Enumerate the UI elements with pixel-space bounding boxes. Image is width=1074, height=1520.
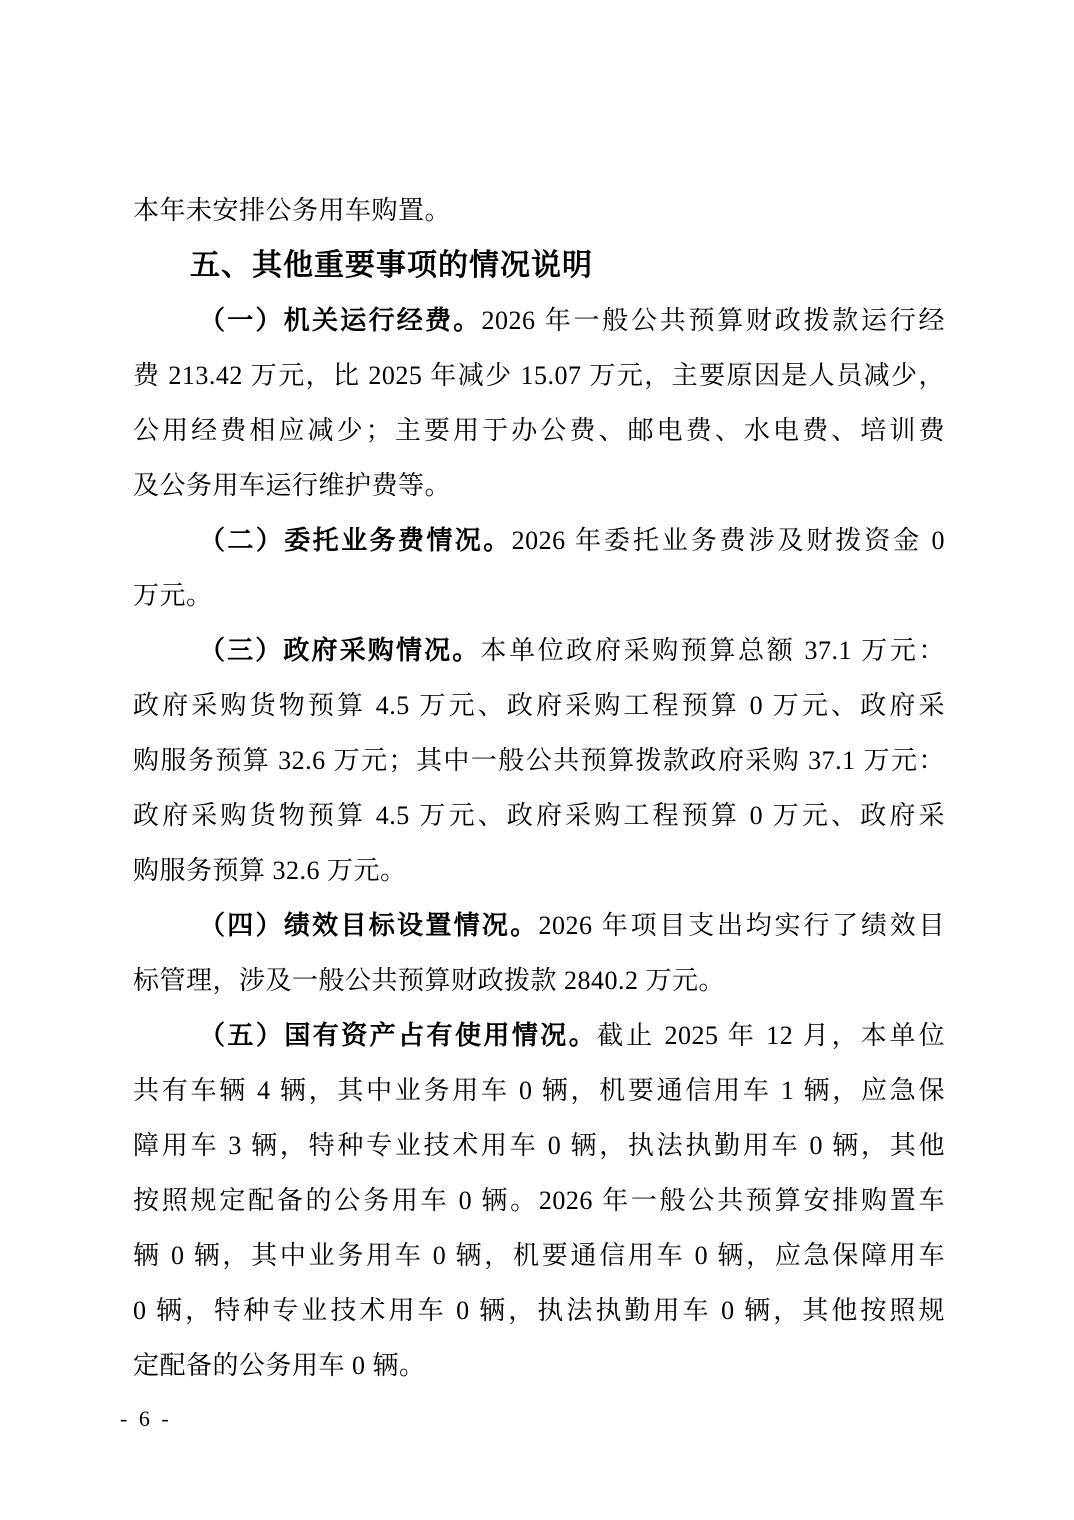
line-text: 政府采购货物预算 4.5 万元、政府采购工程预算 0 万元、政府采 [133,691,945,720]
line-text: 共有车辆 4 辆，其中业务用车 0 辆，机要通信用车 1 辆，应急保 [133,1076,945,1105]
line-text: 2026 年项目支出均实行了绩效目 [538,911,945,940]
line-text: 公用经费相应减少；主要用于办公费、邮电费、水电费、培训费 [133,416,945,445]
line-text: 辆 0 辆，其中业务用车 0 辆，机要通信用车 0 辆，应急保障用车 [133,1241,945,1270]
line-text: 定配备的公务用车 0 辆。 [133,1351,426,1380]
paragraph-lead: （二）委托业务费情况。 [199,525,512,555]
document-body [133,183,945,1393]
line-text: 标管理，涉及一般公共预算财政拨款 2840.2 万元。 [133,966,726,995]
line-text: 政府采购货物预算 4.5 万元、政府采购工程预算 0 万元、政府采 [133,801,945,830]
text-line [133,348,945,403]
text-line [133,1338,945,1393]
line-text: 费 213.42 万元，比 2025 年减少 15.07 万元，主要原因是人员减少， [133,361,945,390]
text-line [133,1283,945,1338]
paragraph-lead: （五）国有资产占有使用情况。 [199,1020,598,1050]
text-line [133,513,945,568]
text-line [133,843,945,898]
line-text: 截止 2025 年 12 月，本单位 [597,1021,945,1050]
text-line [133,1228,945,1283]
text-line [133,733,945,788]
paragraph-performance-targets [133,898,945,1008]
text-line [133,788,945,843]
section-heading [133,238,945,293]
text-line [133,898,945,953]
paragraph-org-operating-cost [133,293,945,513]
paragraph-lead: （三）政府采购情况。 [199,635,481,665]
line-text: 按照规定配备的公务用车 0 辆。2026 年一般公共预算安排购置车 [133,1186,945,1215]
line-text: 购服务预算 32.6 万元。 [133,856,407,885]
page-number: - 6 - [120,1406,172,1431]
text-line [133,623,945,678]
text-line [133,953,945,1008]
intro-line [133,183,945,238]
paragraph-gov-procurement [133,623,945,898]
line-text: 2026 年一般公共预算财政拨款运行经 [481,306,945,335]
line-text: 及公务用车运行维护费等。 [133,471,452,500]
line-text: 购服务预算 32.6 万元；其中一般公共预算拨款政府采购 37.1 万元： [133,746,945,775]
paragraph-state-assets [133,1008,945,1393]
text-line [133,293,945,348]
paragraph-lead: （四）绩效目标设置情况。 [199,910,539,940]
line-text: 障用车 3 辆，特种专业技术用车 0 辆，执法执勤用车 0 辆，其他 [133,1131,945,1160]
text-line [133,403,945,458]
section-heading-text: 五、其他重要事项的情况说明 [190,249,593,282]
line-text: 0 辆，特种专业技术用车 0 辆，执法执勤用车 0 辆，其他按照规 [133,1296,945,1325]
text-line [133,568,945,623]
paragraph-entrusted-business-fee [133,513,945,623]
line-text: 本单位政府采购预算总额 37.1 万元： [480,636,945,665]
text-line [133,1063,945,1118]
text-line [133,1118,945,1173]
intro-line-text: 本年未安排公务用车购置。 [133,196,452,225]
text-line [133,1008,945,1063]
paragraph-lead: （一）机关运行经费。 [199,305,482,335]
line-text: 万元。 [133,581,213,610]
text-line [133,678,945,733]
text-line [133,1173,945,1228]
text-line [133,458,945,513]
line-text: 2026 年委托业务费涉及财拨资金 0 [511,526,945,555]
